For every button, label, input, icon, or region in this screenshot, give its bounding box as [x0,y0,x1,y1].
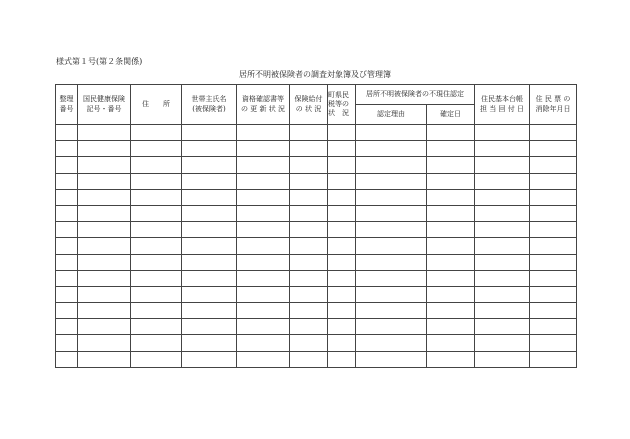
table-cell [182,270,237,286]
table-cell [290,238,328,254]
table-cell [475,351,530,367]
table-cell [530,238,577,254]
table-cell [530,319,577,335]
table-cell [356,173,427,189]
table-cell [530,189,577,205]
table-cell [475,238,530,254]
table-cell [530,125,577,141]
table-cell [427,173,475,189]
table-row [56,125,577,141]
table-row [56,173,577,189]
table-cell [475,173,530,189]
table-cell [356,141,427,157]
table-cell [530,157,577,173]
table-row [56,303,577,319]
table-cell [131,351,182,367]
table-cell [290,351,328,367]
table-cell [78,286,131,302]
table-cell [56,270,78,286]
table-cell [328,157,356,173]
table-cell [131,270,182,286]
table-cell [328,222,356,238]
table-cell [427,189,475,205]
table-cell [78,270,131,286]
header-confirmation-date: 確定日 [427,105,475,125]
table-cell [237,351,290,367]
table-cell [328,125,356,141]
table-cell [290,319,328,335]
table-cell [237,205,290,221]
table-cell [427,157,475,173]
table-row [56,335,577,351]
table-cell [356,319,427,335]
table-cell [328,303,356,319]
table-cell [56,141,78,157]
table-cell [328,319,356,335]
table-cell [475,222,530,238]
table-cell [56,335,78,351]
table-cell [427,319,475,335]
table-cell [475,141,530,157]
header-benefits-status: 保険給付 の 状 況 [290,85,328,125]
table-cell [131,173,182,189]
table-cell [237,303,290,319]
table-cell [56,303,78,319]
table-cell [78,335,131,351]
table-row [56,254,577,270]
table-cell [290,270,328,286]
table-cell [78,141,131,157]
table-cell [427,125,475,141]
table-cell [78,254,131,270]
table-cell [182,141,237,157]
table-cell [182,157,237,173]
table-cell [131,286,182,302]
table-cell [530,286,577,302]
table-cell [182,125,237,141]
table-cell [356,351,427,367]
table-cell [131,335,182,351]
table-cell [530,222,577,238]
table-cell [182,254,237,270]
table-cell [290,205,328,221]
table-cell [237,173,290,189]
table-cell [78,222,131,238]
table-cell [131,157,182,173]
table-cell [328,286,356,302]
table-cell [56,254,78,270]
table-row [56,351,577,367]
table-cell [290,335,328,351]
table-cell [356,303,427,319]
table-cell [237,254,290,270]
ledger-table [55,84,577,368]
table-cell [530,254,577,270]
table-cell [328,173,356,189]
header-qualification-cert: 資格確認書等 の 更 新 状 況 [237,85,290,125]
table-cell [290,222,328,238]
table-cell [131,189,182,205]
table-row [56,270,577,286]
table-cell [237,319,290,335]
table-cell [427,351,475,367]
table-cell [475,254,530,270]
table-cell [78,205,131,221]
table-cell [78,319,131,335]
table-cell [530,173,577,189]
table-cell [182,205,237,221]
table-cell [290,254,328,270]
table-cell [290,286,328,302]
table-cell [427,286,475,302]
table-cell [182,173,237,189]
table-cell [182,351,237,367]
table-cell [78,238,131,254]
table-row [56,205,577,221]
header-recognition-reason: 認定理由 [356,105,427,125]
table-cell [328,254,356,270]
table-cell [78,157,131,173]
table-cell [290,157,328,173]
header-unknown-residence: 居所不明被保険者の不現住認定 [356,85,475,105]
table-cell [475,157,530,173]
table-cell [530,205,577,221]
table-cell [56,351,78,367]
table-cell [475,205,530,221]
table-cell [475,270,530,286]
table-cell [356,270,427,286]
table-cell [237,222,290,238]
table-cell [475,286,530,302]
table-cell [56,286,78,302]
table-row [56,286,577,302]
table-cell [475,303,530,319]
table-cell [356,254,427,270]
table-cell [237,189,290,205]
table-cell [427,270,475,286]
table-cell [56,189,78,205]
table-cell [56,173,78,189]
table-cell [290,303,328,319]
table-cell [56,319,78,335]
table-cell [427,205,475,221]
table-cell [182,189,237,205]
table-row [56,157,577,173]
table-cell [328,189,356,205]
table-cell [237,270,290,286]
table-cell [237,335,290,351]
table-row [56,319,577,335]
table-cell [131,238,182,254]
table-cell [328,351,356,367]
table-cell [182,286,237,302]
table-cell [356,157,427,173]
table-cell [237,125,290,141]
table-cell [475,189,530,205]
table-cell [237,238,290,254]
table-row [56,222,577,238]
table-cell [356,286,427,302]
table-cell [328,205,356,221]
table-cell [290,189,328,205]
table-cell [56,125,78,141]
table-cell [182,319,237,335]
header-tax-status: 町県民 税等の 状 況 [328,85,356,125]
header-address: 住 所 [131,85,182,125]
table-cell [182,303,237,319]
table-cell [56,205,78,221]
table-cell [427,141,475,157]
table-cell [530,270,577,286]
table-cell [356,125,427,141]
table-cell [131,125,182,141]
table-cell [290,173,328,189]
table-cell [56,222,78,238]
table-cell [78,173,131,189]
table-cell [530,335,577,351]
table-cell [475,335,530,351]
table-cell [427,238,475,254]
table-cell [182,335,237,351]
table-cell [182,222,237,238]
table-cell [530,351,577,367]
table-cell [530,141,577,157]
table-cell [131,303,182,319]
table-cell [237,141,290,157]
table-cell [131,222,182,238]
table-cell [328,335,356,351]
table-cell [131,319,182,335]
header-insurance-number: 国民健康保険 記号・番号 [78,85,131,125]
table-cell [56,157,78,173]
table-cell [530,303,577,319]
table-cell [356,335,427,351]
table-cell [131,254,182,270]
table-cell [290,141,328,157]
header-registry-date: 住民基本台帳 担 当 回 付 日 [475,85,530,125]
table-cell [475,319,530,335]
table-cell [328,141,356,157]
table-cell [328,238,356,254]
header-removal-date: 住 民 票 の 消除年月日 [530,85,577,125]
header-householder-name: 世帯主氏名 (被保険者) [182,85,237,125]
table-cell [237,286,290,302]
document-title: 居所不明被保険者の調査対象簿及び管理簿 [239,70,391,79]
table-cell [290,125,328,141]
table-cell [356,238,427,254]
table-cell [427,222,475,238]
table-cell [356,222,427,238]
table-cell [427,335,475,351]
table-cell [78,189,131,205]
table-cell [78,303,131,319]
table-cell [237,157,290,173]
table-cell [131,205,182,221]
table-cell [78,125,131,141]
table-row [56,189,577,205]
table-cell [328,270,356,286]
table-cell [56,238,78,254]
table-cell [427,303,475,319]
header-seq-number: 整理 番号 [56,85,78,125]
table-cell [427,254,475,270]
table-cell [356,189,427,205]
table-row [56,141,577,157]
table-row [56,238,577,254]
table-cell [356,205,427,221]
table-cell [475,125,530,141]
form-number: 様式第１号(第２条関係) [56,57,143,66]
table-cell [78,351,131,367]
table-cell [131,141,182,157]
table-cell [182,238,237,254]
ledger-body [56,125,577,368]
